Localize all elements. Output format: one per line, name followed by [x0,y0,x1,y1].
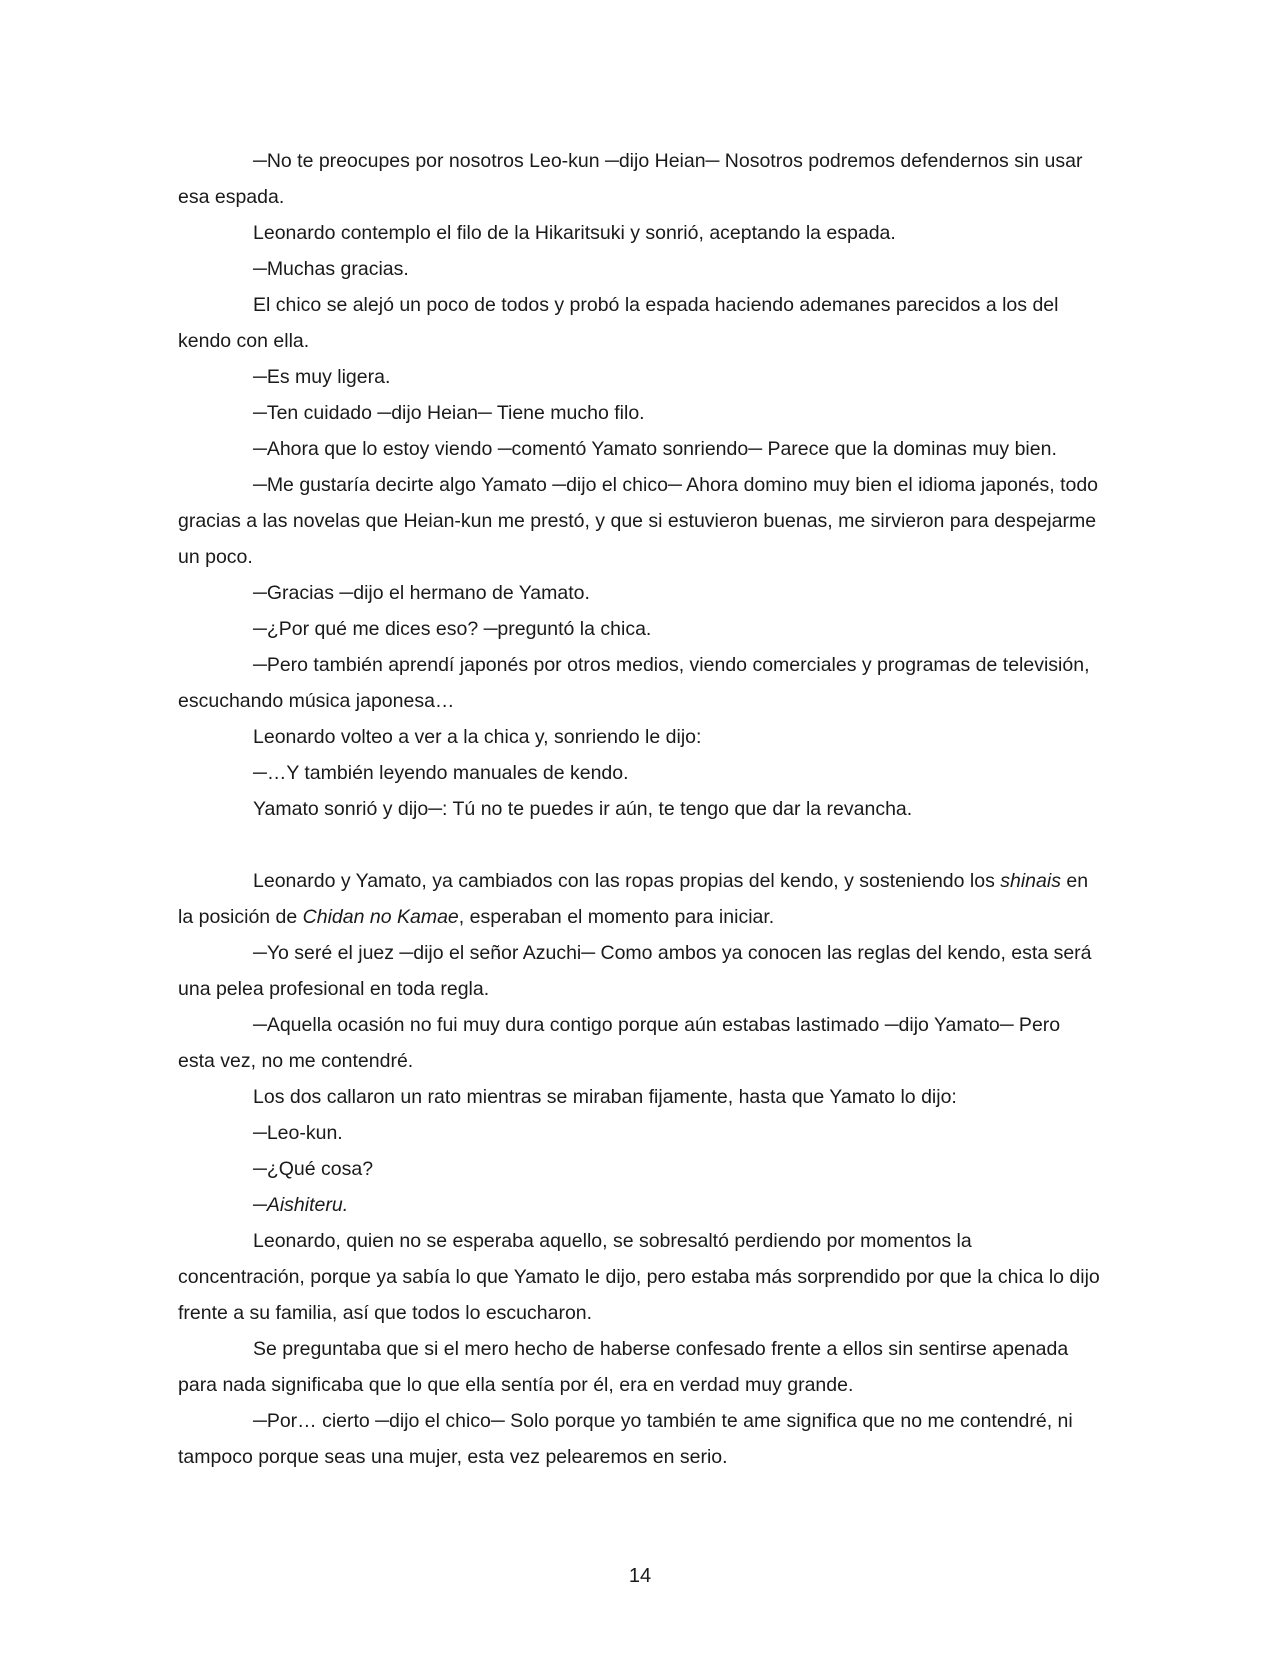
paragraph [178,395,1100,431]
italic-text: Chidan no Kamae [302,906,459,928]
text-run: ─Pero también aprendí japonés por otros medios, viendo comerciales y programas de televisión, escuchando música japonesa… [178,654,1090,712]
paragraph [178,215,1100,251]
page-number: 14 [628,1565,652,1587]
paragraph [178,1079,1100,1115]
paragraph [178,431,1100,467]
text-run: Leonardo y Yamato, ya cambiados con las ropas propias del kendo, y sosteniendo los [253,870,1001,892]
text-run: El chico se alejó un poco de todos y probó la espada haciendo ademanes parecidos a los del kendo con ella. [178,294,1059,352]
text-run: ─¿Por qué me dices eso? ─preguntó la chica. [253,618,652,640]
paragraph [178,611,1100,647]
text-run: ─Es muy ligera. [253,366,391,388]
text-run: ─Me gustaría decirte algo Yamato ─dijo el chico─ Ahora domino muy bien el idioma japonés, todo gracias a las novelas que Heian-kun me prestó, y que si estuvieron buenas, me sirvieron para despejarme un poco. [178,474,1099,568]
paragraph [178,863,1100,935]
text-run: Yamato sonrió y dijo─: Tú no te puedes ir aún, te tengo que dar la revancha. [253,798,913,820]
italic-text: shinais [1000,870,1061,892]
paragraph [178,935,1100,1007]
text-run: Se preguntaba que si el mero hecho de haberse confesado frente a ellos sin sentirse apenada para nada significaba que lo que ella sentía por él, era en verdad muy grande. [178,1338,1069,1396]
text-run: ─¿Qué cosa? [253,1158,374,1180]
body-text [178,143,1100,1475]
paragraph [178,791,1100,827]
text-run: ─Por… cierto ─dijo el chico─ Solo porque yo también te ame significa que no me contendré, ni tampoco porque seas una mujer, esta vez pelearemos en serio. [178,1410,1073,1468]
text-run: ─…Y también leyendo manuales de kendo. [253,762,629,784]
paragraph [178,1403,1100,1475]
paragraph [178,755,1100,791]
text-run: Leonardo volteo a ver a la chica y, sonriendo le dijo: [253,726,702,748]
paragraph [178,467,1100,575]
paragraph [178,143,1100,215]
paragraph [178,1151,1100,1187]
text-run: ─Muchas gracias. [253,258,409,280]
text-run: Los dos callaron un rato mientras se miraban fijamente, hasta que Yamato lo dijo: [253,1086,957,1108]
section-break [178,827,1100,863]
paragraph [178,719,1100,755]
paragraph [178,287,1100,359]
text-run: ─ [253,1194,267,1216]
paragraph [178,359,1100,395]
text-run: en la posición de [178,870,1089,928]
italic-text: Aishiteru. [266,1194,349,1216]
paragraph [178,1187,1100,1223]
paragraph [178,647,1100,719]
text-run: ─Yo seré el juez ─dijo el señor Azuchi─ Como ambos ya conocen las reglas del kendo, esta será una pelea profesional en toda regla. [178,942,1092,1000]
text-run: , esperaban el momento para iniciar. [458,906,775,928]
text-run: ─Gracias ─dijo el hermano de Yamato. [253,582,590,604]
text-run: ─Ahora que lo estoy viendo ─comentó Yamato sonriendo─ Parece que la dominas muy bien. [253,438,1057,460]
paragraph [178,575,1100,611]
paragraph [178,1007,1100,1079]
text-run: Leonardo contemplo el filo de la Hikaritsuki y sonrió, aceptando la espada. [253,222,896,244]
text-run: ─Leo-kun. [253,1122,343,1144]
text-run: Leonardo, quien no se esperaba aquello, se sobresaltó perdiendo por momentos la concentración, porque ya sabía lo que Yamato le dijo, pero estaba más sorprendido por que la chica lo dijo frente a su familia, así que todos lo escucharon. [178,1230,1100,1324]
paragraph [178,251,1100,287]
paragraph [178,1331,1100,1403]
text-run: ─Aquella ocasión no fui muy dura contigo porque aún estabas lastimado ─dijo Yamato─ Pero esta vez, no me contendré. [178,1014,1061,1072]
paragraph [178,1223,1100,1331]
text-run: ─No te preocupes por nosotros Leo-kun ─dijo Heian─ Nosotros podremos defendernos sin usar esa espada. [178,150,1083,208]
paragraph [178,1115,1100,1151]
text-run: ─Ten cuidado ─dijo Heian─ Tiene mucho filo. [253,402,645,424]
